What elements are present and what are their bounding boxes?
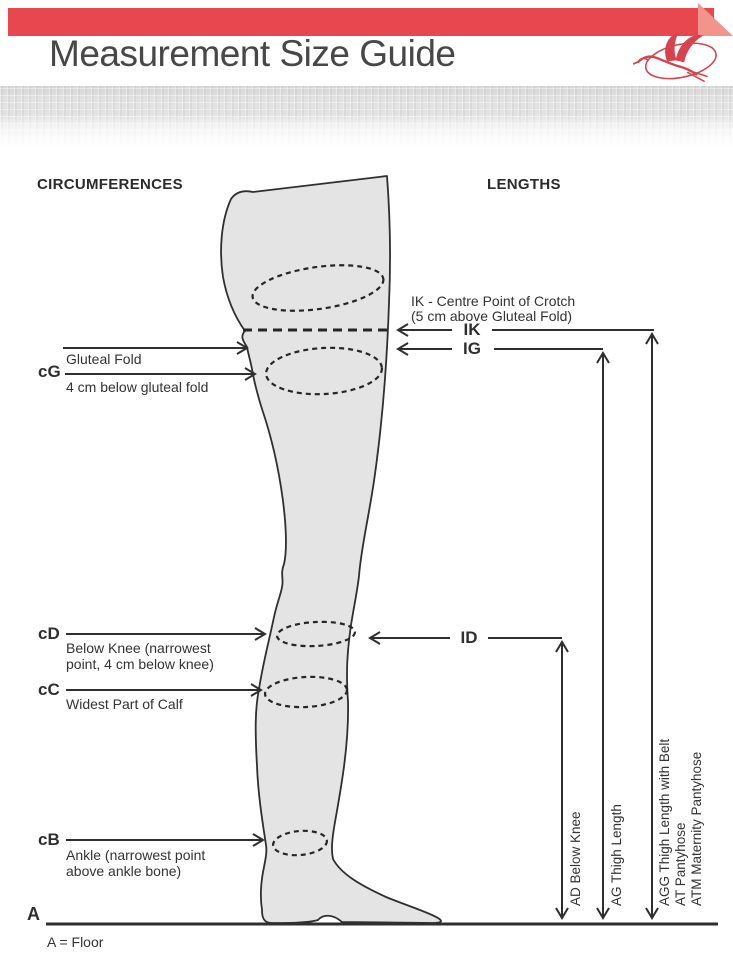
a-code: A — [27, 904, 40, 924]
at-pantyhose-label: AT Pantyhose — [673, 822, 688, 906]
cb-label-1: Ankle (narrowest point — [66, 847, 206, 863]
id-code: ID — [460, 628, 478, 647]
circumferences-heading: CIRCUMFERENCES — [37, 176, 183, 193]
cb-label-2: above ankle bone) — [66, 863, 182, 879]
ik-code: IK — [463, 320, 481, 339]
ag-thigh-length-label: AG Thigh Length — [609, 804, 624, 906]
cg-code: cG — [38, 362, 61, 381]
atm-maternity-pantyhose-label: ATM Maternity Pantyhose — [689, 751, 704, 906]
crotch-note-2: (5 cm above Gluteal Fold) — [411, 308, 573, 324]
cd-code: cD — [38, 624, 60, 643]
lengths-heading: LENGTHS — [487, 176, 561, 193]
ig-code: IG — [463, 339, 481, 358]
cg-label-1: Gluteal Fold — [66, 351, 142, 367]
a-floor-label: A = Floor — [47, 934, 104, 950]
cb-code: cB — [38, 830, 60, 849]
crotch-note-1: IK - Centre Point of Crotch — [411, 293, 576, 309]
ad-below-knee-label: AD Below Knee — [568, 811, 583, 906]
cd-label-2: point, 4 cm below knee) — [66, 656, 214, 672]
cc-label-1: Widest Part of Calf — [66, 696, 183, 712]
agg-thigh-belt-label: AGG Thigh Length with Belt — [657, 738, 672, 906]
leg-silhouette — [221, 176, 441, 923]
cg-label-2: 4 cm below gluteal fold — [66, 379, 209, 395]
page-title: Measurement Size Guide — [49, 33, 456, 74]
cd-label-1: Below Knee (narrowest — [66, 640, 211, 656]
cc-code: cC — [38, 680, 60, 699]
